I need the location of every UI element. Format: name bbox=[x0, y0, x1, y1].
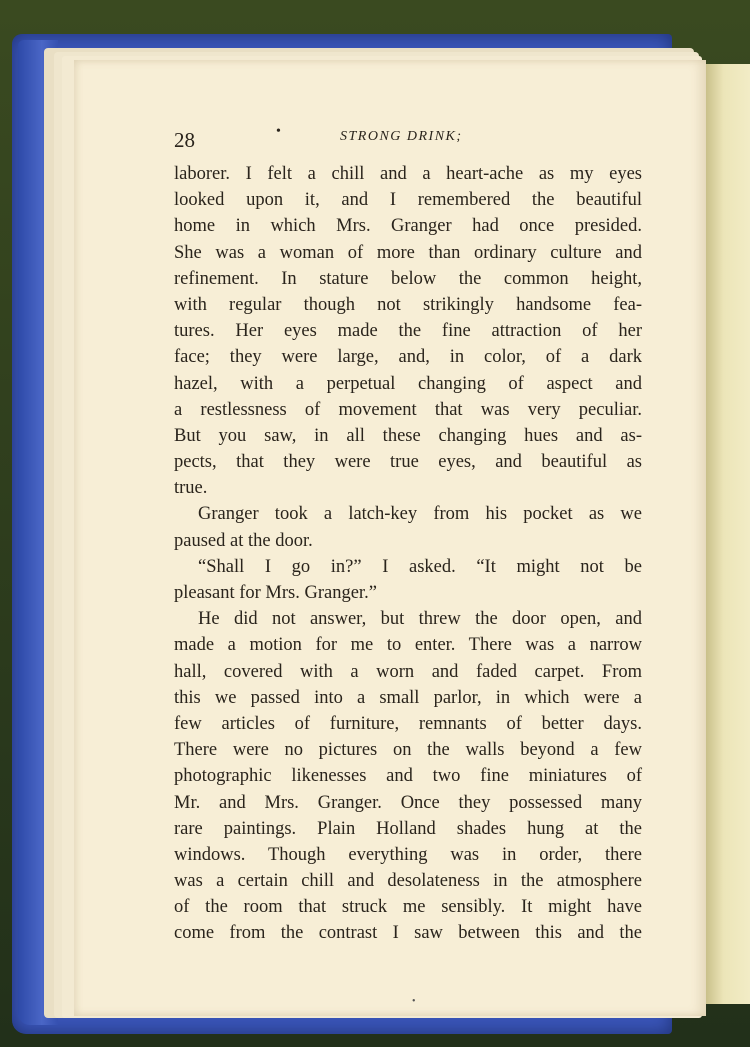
body-text bbox=[174, 161, 642, 947]
text-line: looked upon it, and I remembered the beautiful bbox=[174, 190, 642, 211]
text-line: of the room that struck me sensibly. It might have bbox=[174, 897, 642, 918]
text-line: home in which Mrs. Granger had once presided. bbox=[174, 216, 642, 237]
text-line: come from the contrast I saw between this and the bbox=[174, 923, 642, 944]
ornament-dot: • bbox=[276, 124, 281, 139]
text-line: photographic likenesses and two fine miniatures of bbox=[174, 766, 642, 787]
facing-page-edge bbox=[706, 64, 750, 1004]
text-line: face; they were large, and, in color, of a dark bbox=[174, 347, 642, 368]
text-line: refinement. In stature below the common height, bbox=[174, 268, 642, 289]
text-line: hall, covered with a worn and faded carpet. From bbox=[174, 661, 642, 682]
text-line: “Shall I go in?” I asked. “It might not be bbox=[198, 556, 642, 577]
text-line: rare paintings. Plain Holland shades hung at the bbox=[174, 818, 642, 839]
text-line: paused at the door. bbox=[174, 530, 313, 551]
text-line: made a motion for me to enter. There was a narrow bbox=[174, 635, 642, 656]
text-line: this we passed into a small parlor, in which were a bbox=[174, 687, 642, 708]
text-line: was a certain chill and desolateness in the atmosphere bbox=[174, 871, 642, 892]
text-line: She was a woman of more than ordinary culture and bbox=[174, 242, 642, 263]
text-line: windows. Though everything was in order, there bbox=[174, 844, 642, 865]
text-line: with regular though not strikingly handsome fea- bbox=[174, 294, 642, 315]
text-line: true. bbox=[174, 478, 208, 499]
page-speck: • bbox=[412, 996, 416, 1007]
page-number: 28 bbox=[174, 128, 195, 152]
text-line: pects, that they were true eyes, and beautiful as bbox=[174, 452, 642, 473]
running-title: STRONG DRINK; bbox=[340, 129, 463, 144]
text-line: laborer. I felt a chill and a heart-ache as my eyes bbox=[174, 164, 642, 184]
text-line: tures. Her eyes made the fine attraction of her bbox=[174, 321, 642, 342]
text-line: a restlessness of movement that was very peculiar. bbox=[174, 399, 642, 420]
text-line: Mr. and Mrs. Granger. Once they possessed many bbox=[174, 792, 642, 813]
text-line: Granger took a latch-key from his pocket as we bbox=[198, 504, 642, 525]
text-line: But you saw, in all these changing hues and as- bbox=[174, 425, 642, 446]
text-line: There were no pictures on the walls beyond a few bbox=[174, 740, 642, 761]
text-line: pleasant for Mrs. Granger.” bbox=[174, 583, 377, 603]
text-line: few articles of furniture, remnants of better days. bbox=[174, 713, 642, 734]
text-line: hazel, with a perpetual changing of aspect and bbox=[174, 373, 642, 394]
text-line: He did not answer, but threw the door open, and bbox=[198, 609, 642, 630]
